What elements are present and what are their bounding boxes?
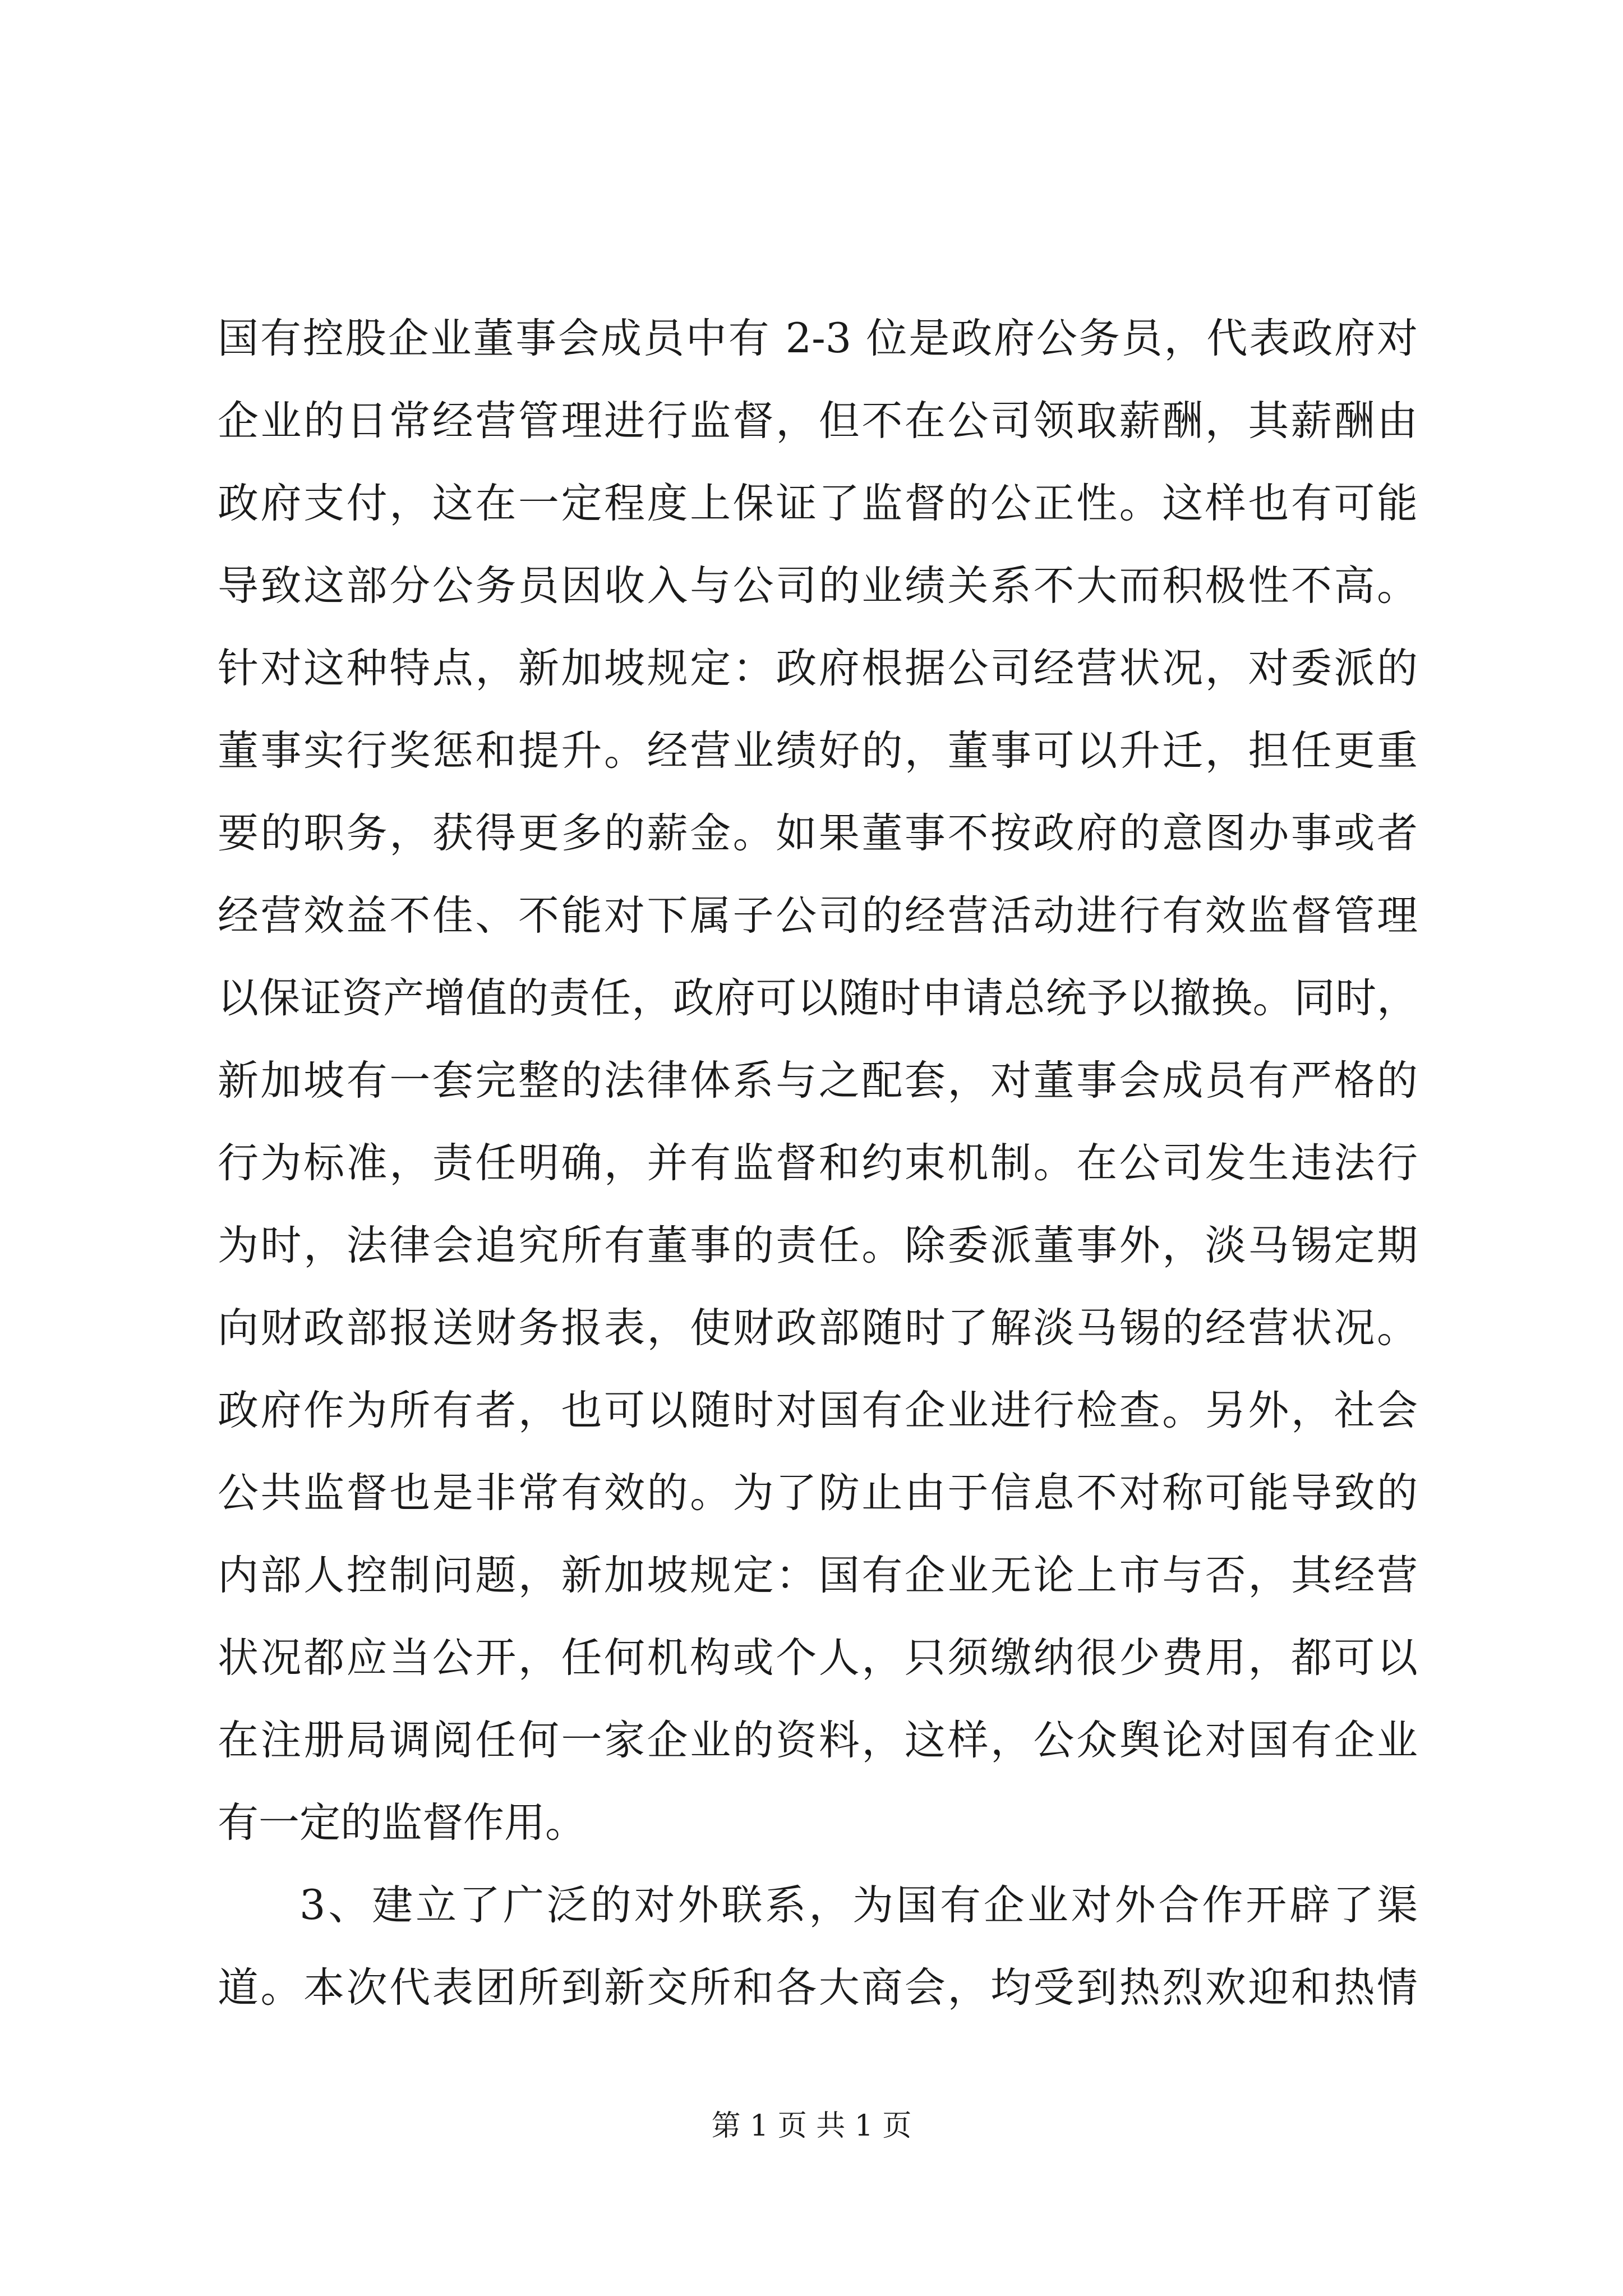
text-line: 道。本次代表团所到新交所和各大商会，均受到热烈欢迎和热情 xyxy=(218,1964,1418,2012)
page-number-label: 第 1 页 共 1 页 xyxy=(711,2109,912,2143)
text-line: 在注册局调阅任何一家企业的资料，这样，公众舆论对国有企业 xyxy=(218,1717,1418,1764)
text-line: 要的职务，获得更多的薪金。如果董事不按政府的意图办事或者 xyxy=(218,809,1418,857)
text-line: 董事实行奖惩和提升。经营业绩好的，董事可以升迁，担任更重 xyxy=(218,727,1418,775)
text-line: 针对这种特点，新加坡规定：政府根据公司经营状况，对委派的 xyxy=(218,645,1418,692)
text-line: 行为标准，责任明确，并有监督和约束机制。在公司发生违法行 xyxy=(218,1139,1418,1187)
text-line: 以保证资产增值的责任，政府可以随时申请总统予以撤换。同时， xyxy=(218,974,1418,1022)
text-line: 公共监督也是非常有效的。为了防止由于信息不对称可能导致的 xyxy=(218,1469,1418,1517)
body-text xyxy=(218,297,1418,2029)
page-footer xyxy=(0,2106,1623,2146)
text-line: 状况都应当公开，任何机构或个人，只须缴纳很少费用，都可以 xyxy=(218,1634,1418,1682)
paragraph-start-line: 3、建立了广泛的对外联系，为国有企业对外合作开辟了渠 xyxy=(299,1881,1418,1929)
text-line: 向财政部报送财务报表，使财政部随时了解淡马锡的经营状况。 xyxy=(218,1304,1418,1352)
text-line: 政府作为所有者，也可以随时对国有企业进行检查。另外，社会 xyxy=(218,1387,1418,1434)
paragraph-end-line: 有一定的监督作用。 xyxy=(218,1799,586,1847)
text-line: 导致这部分公务员因收入与公司的业绩关系不大而积极性不高。 xyxy=(218,562,1418,610)
text-line: 企业的日常经营管理进行监督，但不在公司领取薪酬，其薪酬由 xyxy=(218,397,1418,445)
text-line: 经营效益不佳、不能对下属子公司的经营活动进行有效监督管理 xyxy=(218,892,1418,940)
text-line: 为时，法律会追究所有董事的责任。除委派董事外，淡马锡定期 xyxy=(218,1222,1418,1269)
text-line: 政府支付，这在一定程度上保证了监督的公正性。这样也有可能 xyxy=(218,480,1418,527)
text-line: 国有控股企业董事会成员中有 2-3 位是政府公务员，代表政府对 xyxy=(218,315,1418,362)
text-line: 新加坡有一套完整的法律体系与之配套，对董事会成员有严格的 xyxy=(218,1057,1418,1105)
text-line: 内部人控制问题，新加坡规定：国有企业无论上市与否，其经营 xyxy=(218,1552,1418,1599)
